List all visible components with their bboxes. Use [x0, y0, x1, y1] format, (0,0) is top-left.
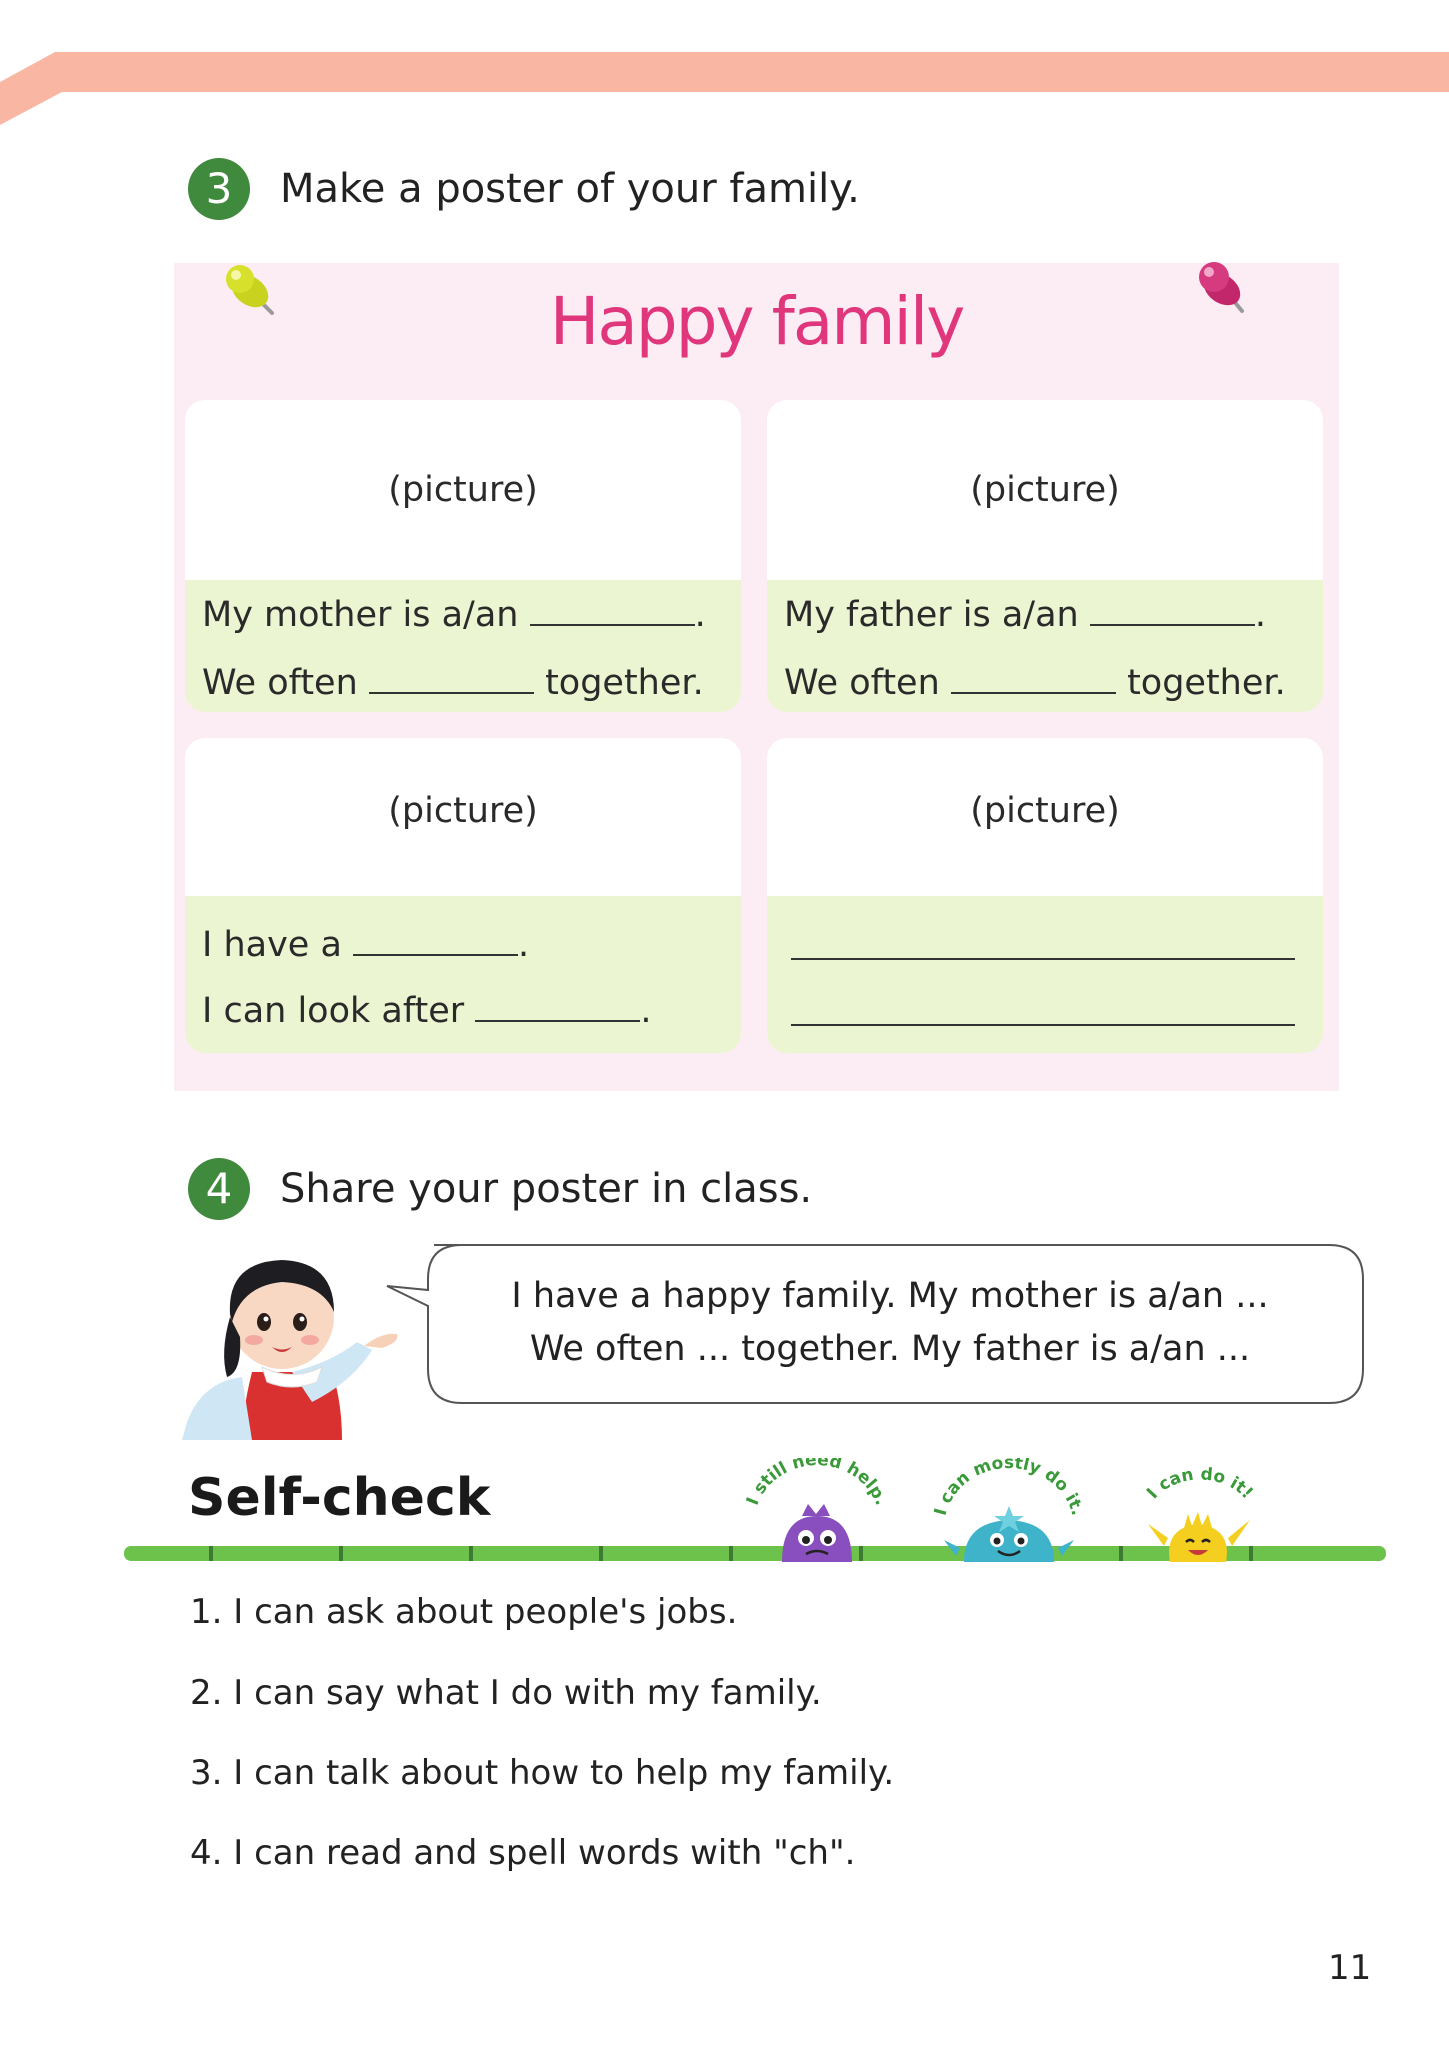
sentence-line: We often together.	[202, 663, 704, 703]
picture-placeholder: (picture)	[388, 470, 538, 510]
task-4-header	[188, 1158, 812, 1220]
rating-can-do-it	[1128, 1458, 1268, 1566]
card-sentences	[767, 580, 1323, 712]
self-check-title: Self-check	[188, 1468, 491, 1528]
self-check-item: 1. I can ask about people's jobs.	[190, 1592, 738, 1632]
task-3-header	[188, 158, 860, 220]
poster-card-sibling	[185, 738, 741, 1053]
speech-bubble-text	[428, 1270, 1352, 1376]
answer-blank[interactable]	[791, 1024, 1295, 1026]
sentence-line: I can look after .	[202, 991, 652, 1031]
answer-blank[interactable]	[951, 664, 1116, 694]
blue-monster-icon	[934, 1458, 1084, 1562]
self-check-item: 3. I can talk about how to help my family.	[190, 1753, 895, 1793]
answer-blank[interactable]	[1090, 596, 1255, 626]
self-check-item: 4. I can read and spell words with "ch".	[190, 1833, 856, 1873]
answer-blank[interactable]	[791, 958, 1295, 960]
sentence-line: My father is a/an .	[784, 595, 1266, 635]
answer-blank[interactable]	[353, 926, 518, 956]
family-poster	[174, 263, 1339, 1091]
poster-card-mother	[185, 400, 741, 712]
task-instruction: Share your poster in class.	[280, 1166, 813, 1212]
answer-blank[interactable]	[530, 596, 695, 626]
poster-card-father	[767, 400, 1323, 712]
rating-still-need-help	[742, 1458, 892, 1566]
picture-placeholder: (picture)	[970, 470, 1120, 510]
sentence-line: We often together.	[784, 663, 1286, 703]
card-sentences	[185, 896, 741, 1053]
svg-text:I still need help.: I still need help.	[742, 1458, 892, 1509]
poster-card-free	[767, 738, 1323, 1053]
page-number: 11	[1328, 1948, 1372, 1988]
answer-blank[interactable]	[369, 664, 534, 694]
yellow-monster-icon	[1128, 1458, 1268, 1562]
picture-placeholder: (picture)	[388, 791, 538, 831]
answer-blank[interactable]	[475, 992, 640, 1022]
card-sentences	[767, 896, 1323, 1053]
svg-text:I can mostly do it.: can mostly do it	[935, 1458, 1084, 1512]
purple-monster-icon	[742, 1458, 892, 1562]
picture-placeholder: (picture)	[970, 791, 1120, 831]
sentence-line: My mother is a/an .	[202, 595, 706, 635]
top-banner-stripe	[0, 0, 1449, 140]
task-instruction: Make a poster of your family.	[280, 166, 860, 212]
svg-text:I can do it!: I can do it!	[1143, 1464, 1257, 1504]
card-sentences	[185, 580, 741, 712]
rating-can-mostly-do-it	[934, 1458, 1084, 1566]
self-check-item: 2. I can say what I do with my family.	[190, 1673, 822, 1713]
task-number-badge: 4	[188, 1158, 250, 1220]
task-number-badge: 3	[188, 158, 250, 220]
speech-line-1: I have a happy family. My mother is a/an ...	[511, 1276, 1269, 1316]
poster-title: Happy family	[549, 283, 964, 360]
sentence-line: I have a .	[202, 925, 530, 965]
speech-line-2: We often ... together. My father is a/an ...	[529, 1329, 1251, 1369]
